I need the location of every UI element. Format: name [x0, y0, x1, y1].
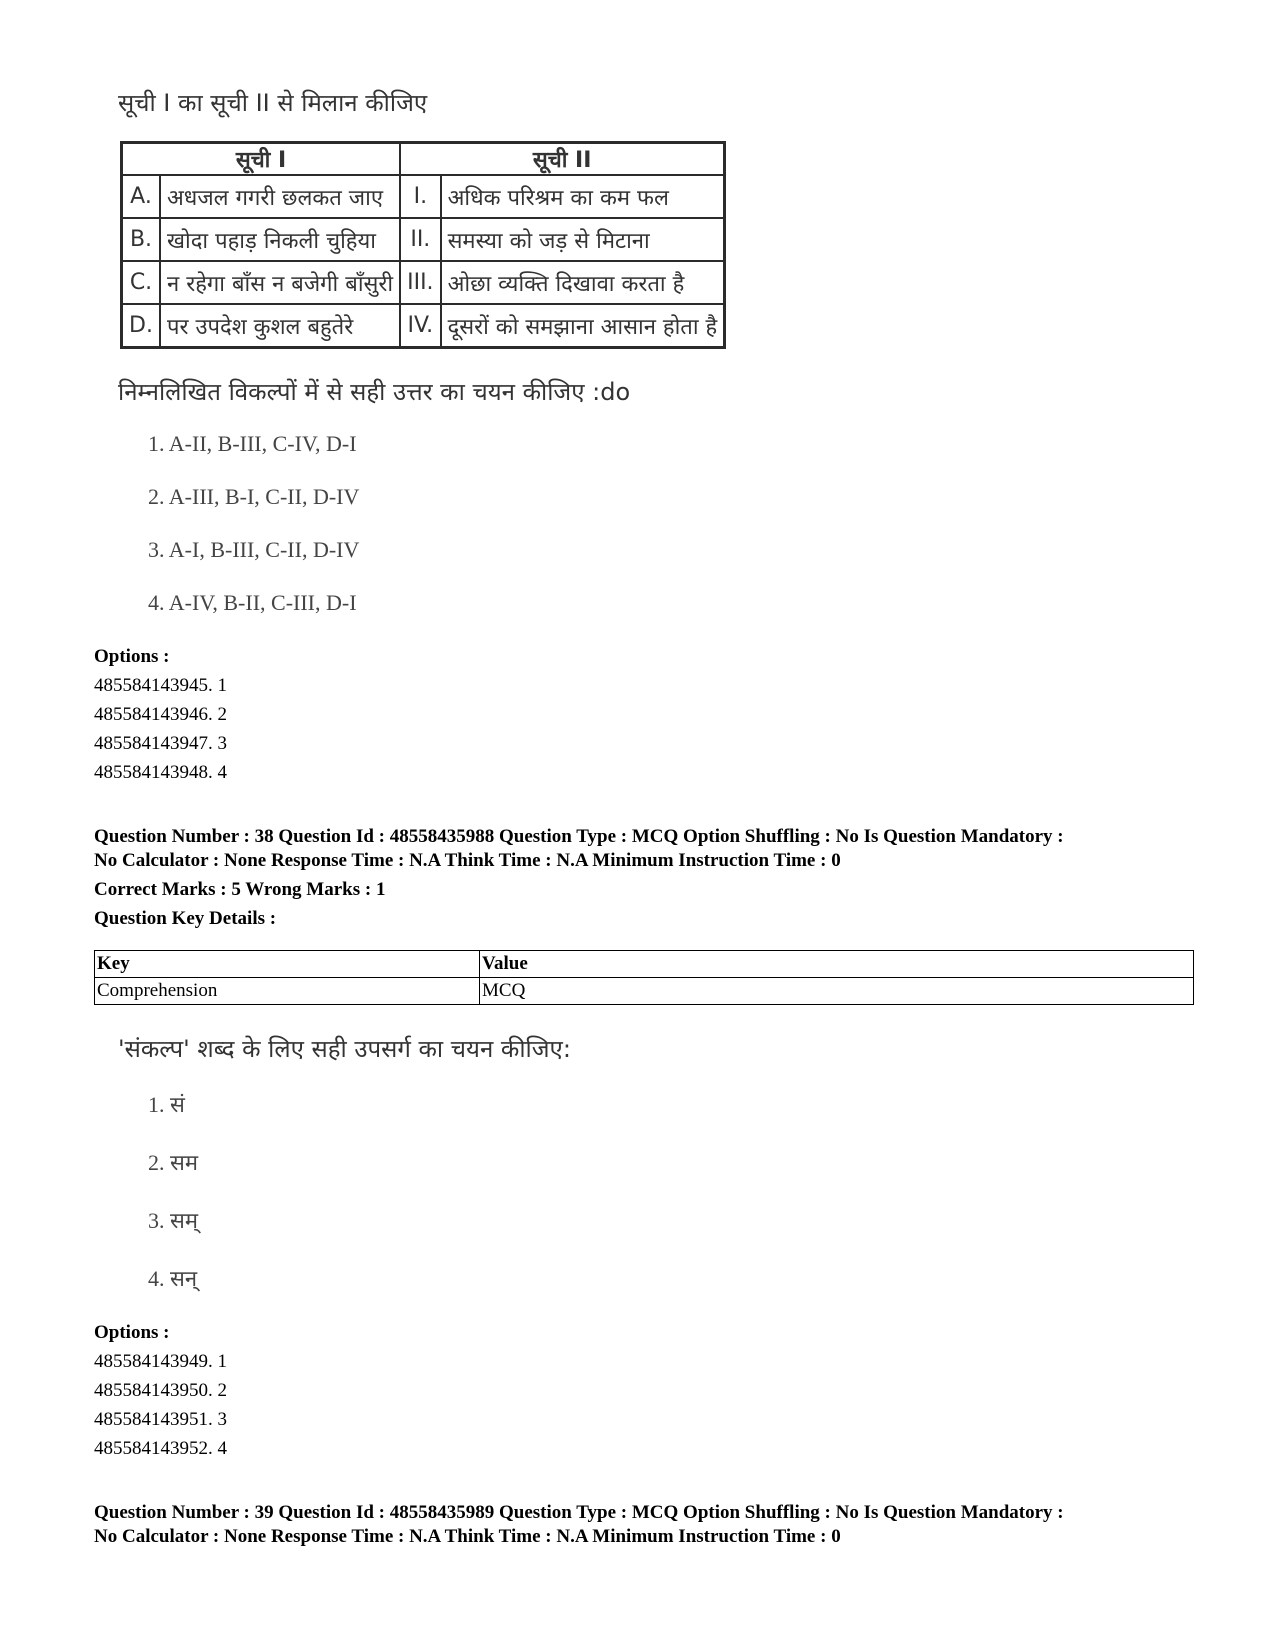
q37-choice-4: 4. A-IV, B-II, C-III, D-I [148, 590, 357, 615]
q38-choice-1: 1. सं [148, 1092, 185, 1117]
row-label: II. [400, 218, 440, 261]
row-label: D. [122, 304, 161, 348]
q38-option-4: 485584143952. 4 [94, 1438, 227, 1459]
list-1-item: न रहेगा बाँस न बजेगी बाँसुरी [160, 261, 400, 304]
q38-meta-line-2: No Calculator : None Response Time : N.A Think Time : N.A Minimum Instruction Time : 0 [94, 850, 841, 871]
list-1-item: पर उपदेश कुशल बहुतेरे [160, 304, 400, 348]
key-header: Key [95, 951, 480, 978]
q39-meta-line-1: Question Number : 39 Question Id : 48558435989 Question Type : MCQ Option Shuffling : No Is Question Mandatory : [94, 1502, 1064, 1523]
q38-choice-3: 3. सम् [148, 1208, 199, 1233]
list-2-item: अधिक परिश्रम का कम फल [441, 175, 725, 218]
table-row [95, 951, 1194, 978]
match-table-header [122, 143, 725, 176]
q37-options-label: Options : [94, 646, 170, 667]
q37-option-1: 485584143945. 1 [94, 675, 227, 696]
q38-options-label: Options : [94, 1322, 170, 1343]
q37-option-4: 485584143948. 4 [94, 762, 227, 783]
list-2-item: दूसरों को समझाना आसान होता है [441, 304, 725, 348]
list-2-item: समस्या को जड़ से मिटाना [441, 218, 725, 261]
match-table [120, 141, 726, 349]
q38-marks: Correct Marks : 5 Wrong Marks : 1 [94, 879, 386, 900]
list-1-item: अधजल गगरी छलकत जाए [160, 175, 400, 218]
q39-meta-line-2: No Calculator : None Response Time : N.A Think Time : N.A Minimum Instruction Time : 0 [94, 1526, 841, 1547]
table-row [122, 261, 725, 304]
list-2-item: ओछा व्यक्ति दिखावा करता है [441, 261, 725, 304]
q38-option-3: 485584143951. 3 [94, 1409, 227, 1430]
q37-instruction: सूची I का सूची II से मिलान कीजिए [118, 89, 428, 117]
q37-option-2: 485584143946. 2 [94, 704, 227, 725]
q38-key-details-label: Question Key Details : [94, 908, 277, 929]
table-row [95, 978, 1194, 1005]
q38-option-1: 485584143949. 1 [94, 1351, 227, 1372]
row-label: B. [122, 218, 161, 261]
row-label: C. [122, 261, 161, 304]
key-cell: Comprehension [95, 978, 480, 1005]
table-row [122, 175, 725, 218]
row-label: IV. [400, 304, 440, 348]
row-label: III. [400, 261, 440, 304]
q37-option-3: 485584143947. 3 [94, 733, 227, 754]
row-label: I. [400, 175, 440, 218]
value-header: Value [480, 951, 1194, 978]
key-details-table [94, 950, 1194, 1005]
q38-choice-2: 2. सम [148, 1150, 199, 1175]
q37-choice-2: 2. A-III, B-I, C-II, D-IV [148, 484, 360, 509]
row-label: A. [122, 175, 161, 218]
q38-choice-4: 4. सन् [148, 1266, 198, 1291]
q38-option-2: 485584143950. 2 [94, 1380, 227, 1401]
list-2-header: सूची II [400, 143, 725, 176]
q38-meta-line-1: Question Number : 38 Question Id : 48558435988 Question Type : MCQ Option Shuffling : No Is Question Mandatory : [94, 826, 1064, 847]
q37-choice-1: 1. A-II, B-III, C-IV, D-I [148, 431, 357, 456]
value-cell: MCQ [480, 978, 1194, 1005]
q38-question: 'संकल्प' शब्द के लिए सही उपसर्ग का चयन कीजिए: [118, 1035, 571, 1063]
table-row [122, 218, 725, 261]
list-1-item: खोदा पहाड़ निकली चुहिया [160, 218, 400, 261]
list-1-header: सूची I [122, 143, 401, 176]
table-row [122, 304, 725, 348]
q37-choice-3: 3. A-I, B-III, C-II, D-IV [148, 537, 360, 562]
q37-choose-instruction: निम्नलिखित विकल्पों में से सही उत्तर का चयन कीजिए :do [118, 378, 631, 406]
